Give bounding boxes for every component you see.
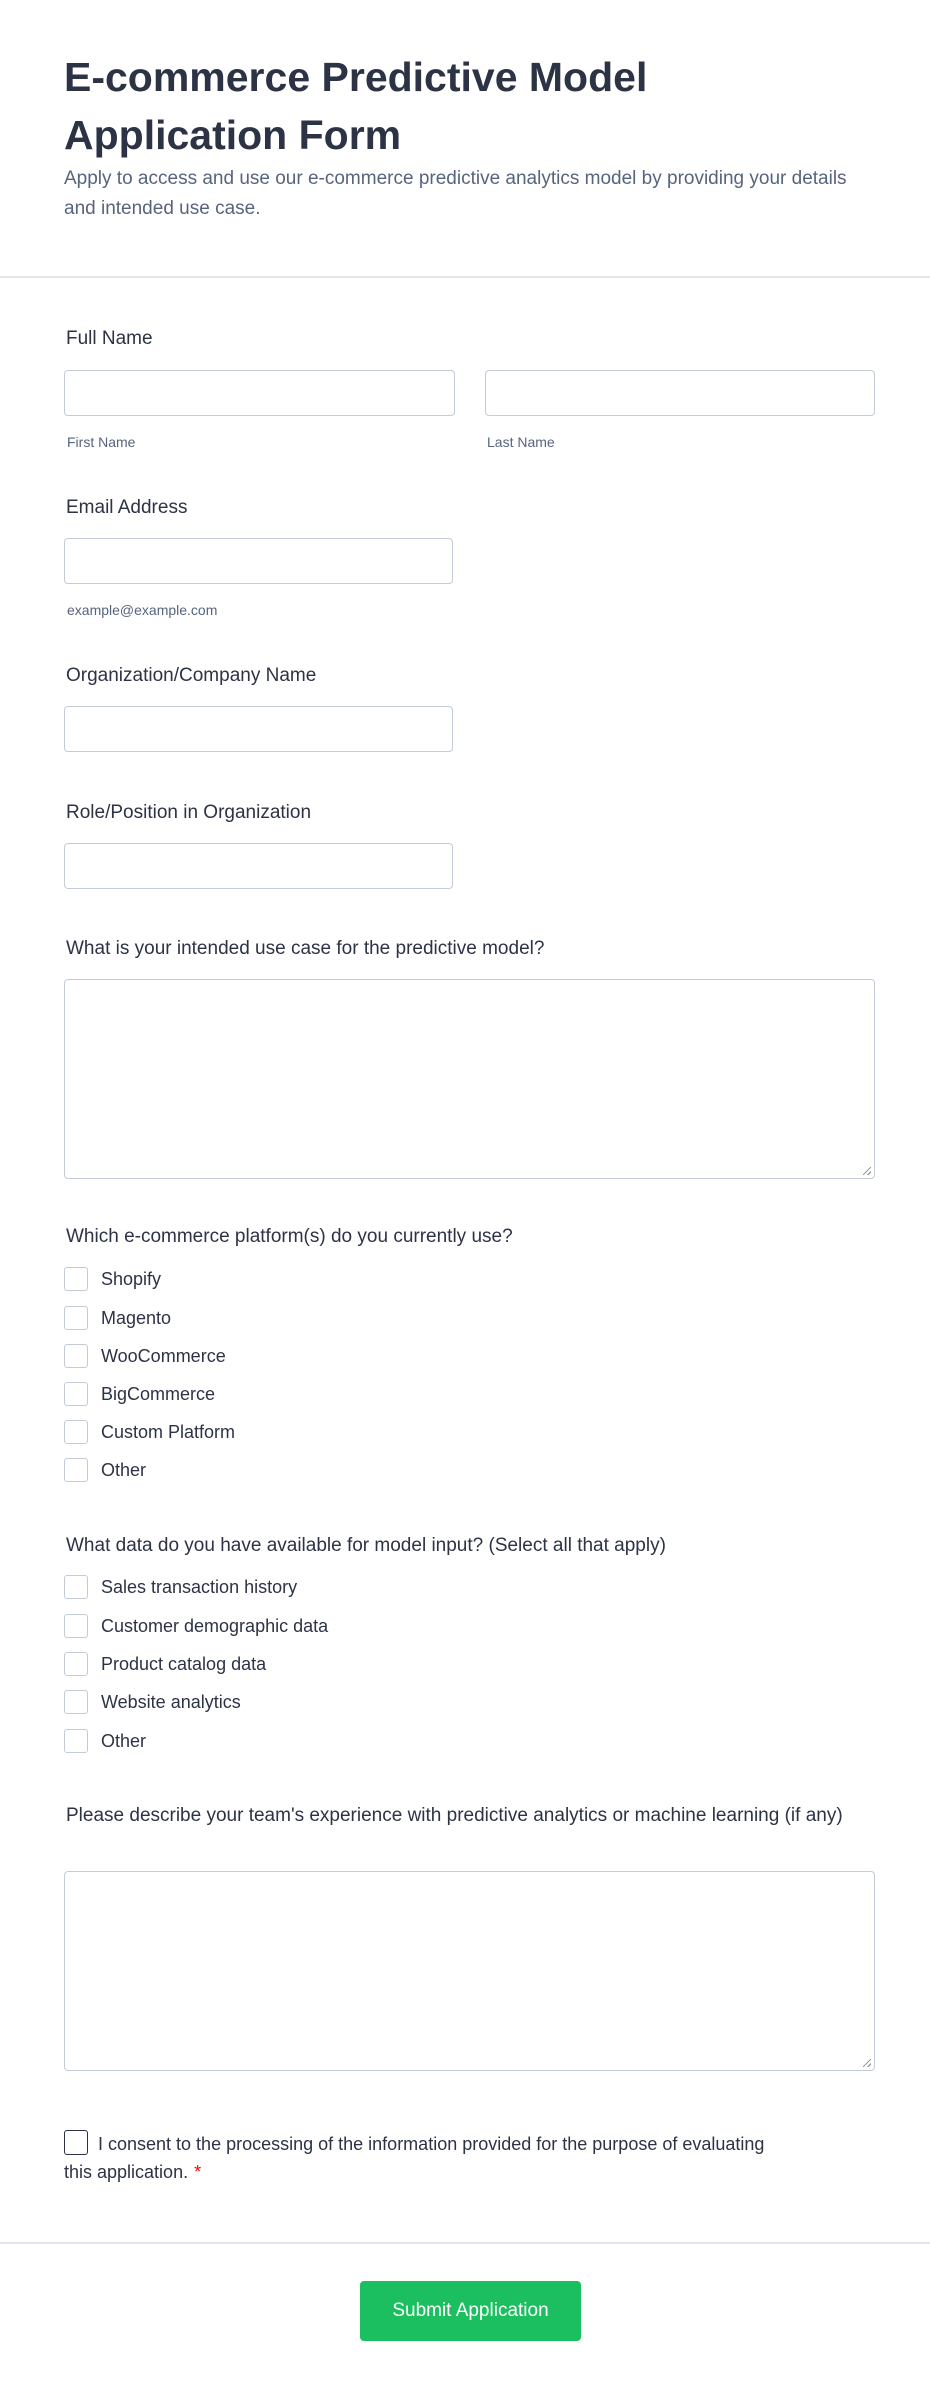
data-option-catalog[interactable]: Product catalog data [64,1651,266,1677]
last-name-input[interactable] [485,370,875,416]
header-divider [0,276,930,278]
checkbox[interactable] [64,1267,88,1291]
last-name-sublabel: Last Name [487,434,555,450]
consent-field [64,2130,784,2186]
checkbox[interactable] [64,1575,88,1599]
organization-label: Organization/Company Name [66,665,317,686]
checkbox[interactable] [64,1382,88,1406]
resize-handle-icon[interactable] [863,2059,871,2067]
checkbox[interactable] [64,1344,88,1368]
role-input[interactable] [64,843,453,889]
email-label: Email Address [66,497,188,518]
platform-option-shopify[interactable]: Shopify [64,1266,161,1292]
consent-checkbox[interactable] [64,2130,88,2155]
checkbox[interactable] [64,1690,88,1714]
checkbox[interactable] [64,1614,88,1638]
use-case-textarea[interactable] [64,979,875,1179]
footer-divider [0,2242,930,2244]
role-label: Role/Position in Organization [66,802,312,823]
page-title: E-commerce Predictive Model Application Form [64,54,648,158]
data-option-sales[interactable]: Sales transaction history [64,1574,297,1600]
email-sublabel: example@example.com [67,602,218,618]
full-name-label: Full Name [66,328,153,349]
experience-label: Please describe your team's experience with predictive analytics or machine learning (if any) [66,1805,843,1826]
first-name-input[interactable] [64,370,455,416]
platform-option-bigcommerce[interactable]: BigCommerce [64,1381,215,1407]
organization-input[interactable] [64,706,453,752]
platform-option-other[interactable]: Other [64,1457,146,1483]
resize-handle-icon[interactable] [863,1167,871,1175]
data-option-demographic[interactable]: Customer demographic data [64,1613,328,1639]
checkbox[interactable] [64,1306,88,1330]
platform-option-magento[interactable]: Magento [64,1305,171,1331]
email-input[interactable] [64,538,453,584]
checkbox[interactable] [64,1420,88,1444]
platforms-label: Which e-commerce platform(s) do you currently use? [66,1226,513,1247]
use-case-label: What is your intended use case for the predictive model? [66,938,545,959]
first-name-sublabel: First Name [67,434,136,450]
required-mark: * [194,2162,202,2182]
experience-textarea[interactable] [64,1871,875,2071]
submit-button[interactable]: Submit Application [360,2281,581,2341]
checkbox[interactable] [64,1652,88,1676]
platform-option-woocommerce[interactable]: WooCommerce [64,1343,226,1369]
platform-option-custom[interactable]: Custom Platform [64,1419,235,1445]
data-available-label: What data do you have available for model input? (Select all that apply) [66,1535,666,1556]
consent-label: I consent to the processing of the information provided for the purpose of evaluating this application. [64,2134,765,2182]
data-option-analytics[interactable]: Website analytics [64,1689,241,1715]
checkbox[interactable] [64,1729,88,1753]
checkbox[interactable] [64,1458,88,1482]
data-option-other[interactable]: Other [64,1728,146,1754]
page-subtitle: Apply to access and use our e-commerce predictive analytics model by providing your details and intended use case. [64,168,847,219]
